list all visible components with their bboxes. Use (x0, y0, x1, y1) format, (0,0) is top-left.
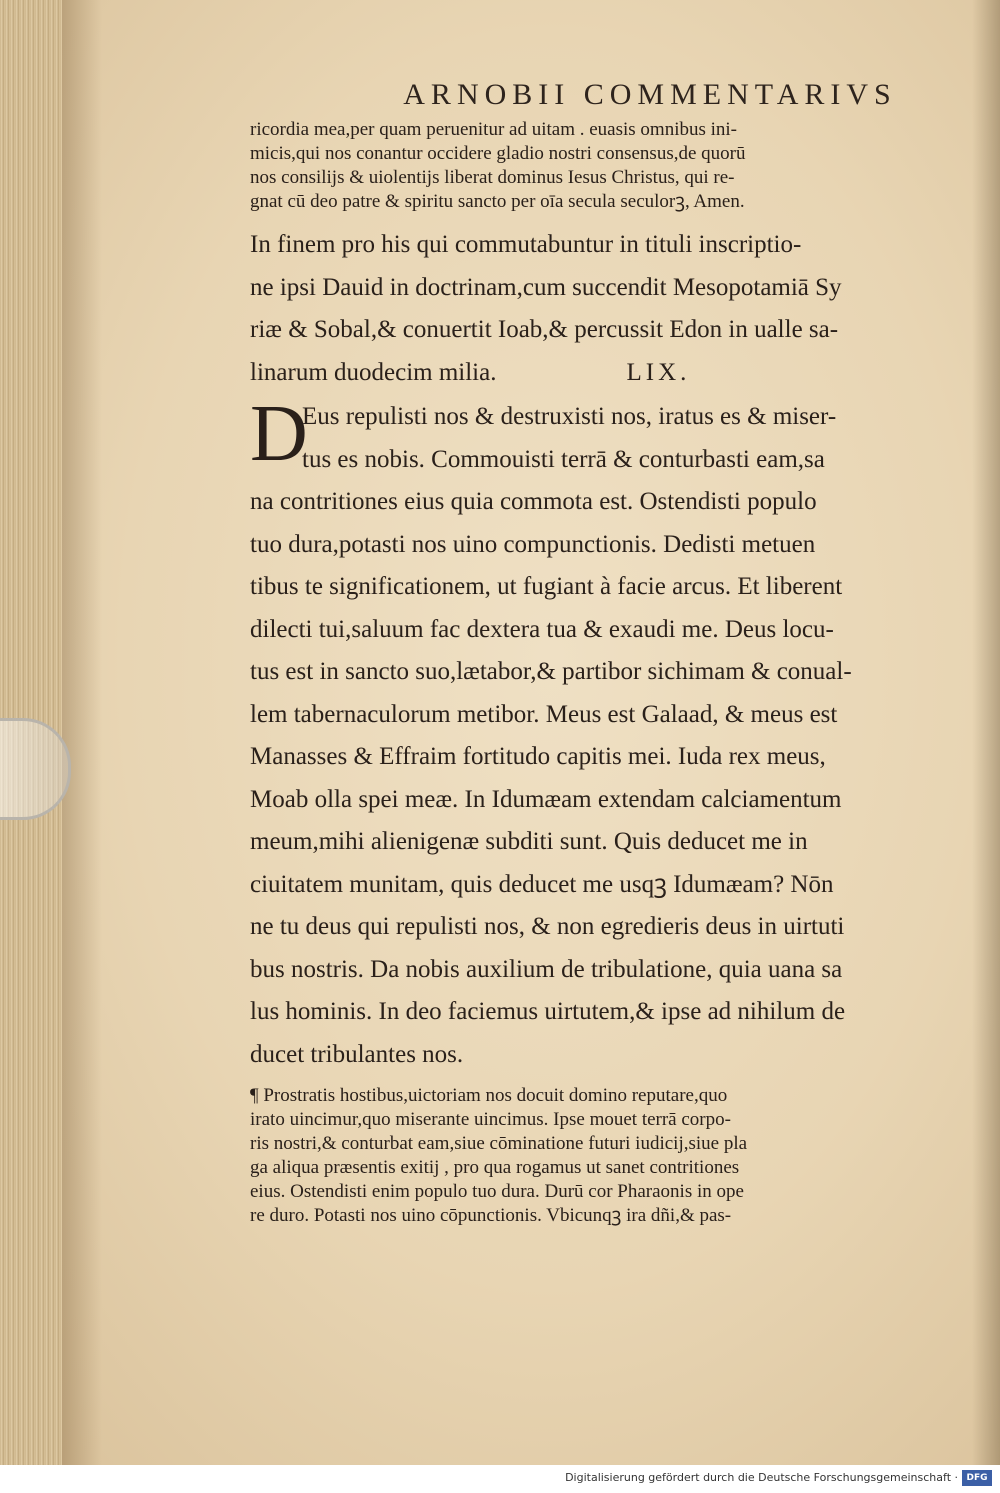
dropcap: D (250, 390, 308, 478)
psalm-line: tus es nobis. Commouisti terrā & conturbasti eam,sa (302, 445, 825, 473)
commentary-top (250, 118, 970, 214)
psalm-line: lem tabernaculorum metibor. Meus est Galaad, & meus est (250, 700, 838, 728)
title-line (250, 352, 970, 395)
commentary-line: gnat cū deo patre & spiritu sancto per oīa secula seculorꝫ, Amen. (250, 191, 745, 212)
psalm-line: meum,mihi alienigenæ subditi sunt. Quis deducet me in (250, 828, 808, 855)
psalm-line: bus nostris. Da nobis auxilium de tribulatione, quia uana sa (250, 955, 843, 983)
psalm-line: dilecti tui,saluum fac dextera tua & exaudi me. Deus locu- (250, 615, 834, 643)
psalm-body (250, 390, 970, 1076)
psalm-line: tuo dura,potasti nos uino compunctionis. Dedisti metuen (250, 530, 816, 558)
text-block (250, 78, 970, 1228)
gutter-shadow (62, 0, 102, 1465)
commentary-line: ris nostri,& conturbat eam,siue cōminatione futuri iudicij,siue pla (250, 1133, 748, 1154)
psalm-line: ne tu deus qui repulisti nos, & non egredieris deus in uirtuti (250, 913, 845, 940)
psalm-title (250, 224, 970, 394)
commentary-line: irato uincimur,quo miserante uincimus. Ipse mouet terrā corpo- (250, 1109, 731, 1130)
commentary-line: eius. Ostendisti enim populo tuo dura. Durū cor Pharaonis in ope (250, 1181, 744, 1202)
commentary-line: ricordia mea,per quam peruenitur ad uitam . euasis omnibus ini- (250, 119, 737, 140)
footer-bar (0, 1465, 1000, 1493)
running-head: ARNOBII COMMENTARIVS (403, 78, 897, 111)
psalm-line: ducet tribulantes nos. (250, 1040, 464, 1068)
commentary-line: ¶ Prostratis hostibus,uictoriam nos docuit domino reputare,quo (250, 1085, 728, 1106)
footer-credit: Digitalisierung gefördert durch die Deutsche Forschungsgemeinschaft · (565, 1471, 958, 1484)
dfg-logo[interactable]: DFG (962, 1470, 992, 1486)
psalm-line: Eus repulisti nos & destruxisti nos, iratus es & miser- (302, 403, 837, 430)
commentary-line: ga aliqua præsentis exitij , pro qua rogamus ut sanet contritiones (250, 1157, 740, 1178)
psalm-line: ciuitatem munitam, quis deducet me usqꝫ Idumæam? Nōn (250, 870, 834, 898)
title-line: In finem pro his qui commutabuntur in tituli inscriptio- (250, 231, 802, 258)
psalm-line: tus est in sancto suo,lætabor,& partibor sichimam & conual- (250, 658, 852, 685)
psalm-line: tibus te significationem, ut fugiant à facie arcus. Et liberent (250, 573, 843, 600)
right-edge-shadow (972, 0, 1000, 1465)
commentary-line: nos consilijs & uiolentijs liberat dominus Iesus Christus, qui re- (250, 167, 735, 188)
psalm-line: na contritiones eius quia commota est. Ostendisti populo (250, 488, 817, 515)
psalm-line: Manasses & Effraim fortitudo capitis mei. Iuda rex meus, (250, 743, 826, 770)
title-line: riæ & Sobal,& conuertit Ioab,& percussit Edon in ualle sa- (250, 316, 839, 343)
psalm-number: LIX. (626, 358, 691, 386)
title-line-end: linarum duodecim milia. (250, 358, 497, 386)
psalm-line: lus hominis. In deo faciemus uirtutem,& ipse ad nihilum de (250, 998, 846, 1025)
psalm-line: Moab olla spei meæ. In Idumæam extendam calciamentum (250, 785, 842, 813)
title-line: ne ipsi Dauid in doctrinam,cum succendit Mesopotamiā Sy (250, 273, 842, 301)
commentary-bottom (250, 1084, 970, 1228)
commentary-line: micis,qui nos conantur occidere gladio nostri consensus,de quorū (250, 143, 746, 164)
commentary-line: re duro. Potasti nos uino cōpunctionis. Vbicunqꝫ ira dñi,& pas- (250, 1205, 732, 1226)
